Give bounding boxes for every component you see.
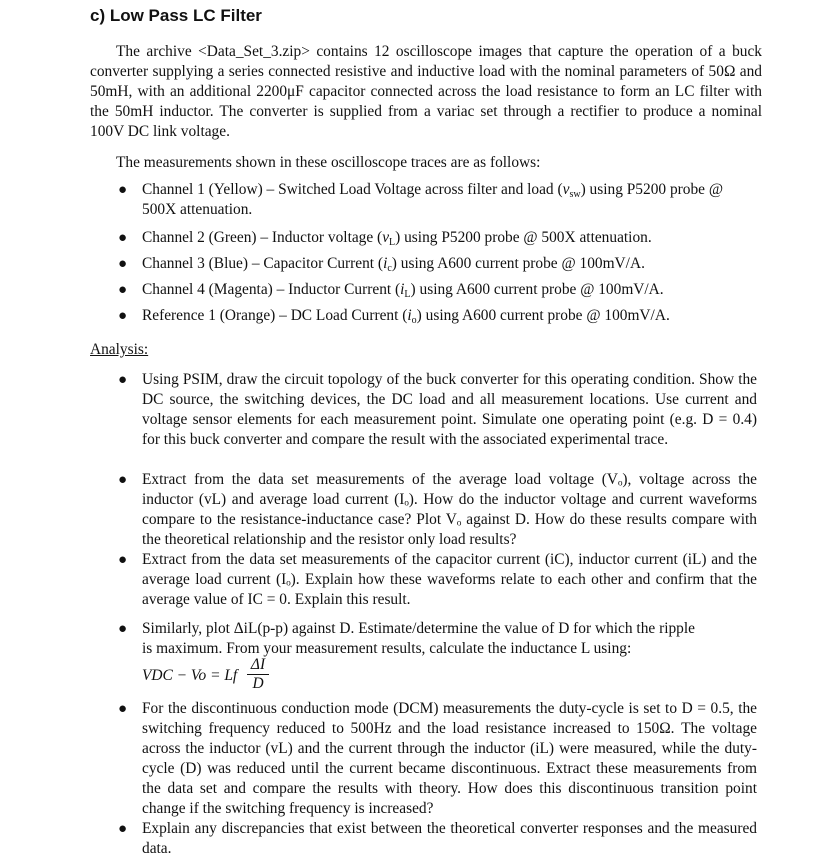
bullet-icon: ●	[118, 621, 128, 637]
bullet-icon: ●	[118, 552, 128, 568]
bullet-icon: ●	[118, 821, 128, 837]
document-page: c) Low Pass LC Filter The archive <Data_Set_3.zip> contains 12 oscilloscope images that capture the operation of a buck converter supplying a series connected resistive and inductive load with the nominal parameters of 50Ω and 50mH, with an additional 2200μF capacitor connected across the load resistance to form an LC filter with the 50mH inductor. The converter is supplied from a variac set through a rectifier to produce a nominal 100V DC link voltage. The measurements shown in these oscilloscope traces are as follows: ● Channel 1 (Yellow) – Switched Load Voltage across filter and load $(v_{sw})$ using P5200 probe @ 500X attenuation. ● Channel 2 (Green) – Inductor voltage $(v_L)$ using P5200 probe @ 500X attenuation. ● Channel 3 (Blue) – Capacitor Current $(i_c)$ using A600 current probe @ 100mV/A. ● Channel 4 (Magenta) – Inductor Current $(i_L)$ using A600 current probe @ 100mV/A. ● Reference 1 (Orange) – DC Load Current $(i_o)$ using A600 current probe @ 100mV/A. Analysis: ● Using PSIM, draw the circuit topology of the buck converter for this operating condition. Show the DC source, the switching devices, the DC load and all measurement locations. Use current and voltage sensor elements for each measurement point. Simulate one operating point (e.g. D = 0.4) for this buck converter and compare the result with the associated experimental trace. ● Extract from the data set measurements of the average load voltage (Vₒ), voltage across the inductor (vL) and average load current (Iₒ). How do the inductor voltage and current waveforms compare to the resistance-inductance case? Plot Vₒ against D. How do these results compare with the theoretical relationship and the resistor only load results? ● Extract from the data set measurements of the capacitor current (iC), inductor current (iL) and the average load current (Iₒ). Explain how these waveforms relate to each other and confirm that the average value of IC = 0. Explain this result. ● Similarly, plot ΔiL(p-p) against D. Estimate/determine the value of D for which the ripple is maximum. From your measurement results, calculate the inductance L using: VDC − Vo = Lf ΔI D ● For the discontinuous conduction mode (DCM) measurements the duty-cycle is set to D = 0.5, the switching frequency reduced to 500Hz and the load resistance increased to 150Ω. The voltage across the inductor (vL) and the current through the inductor (iL) were measured, while the duty-cycle (D) was reduced until the current became discontinuous. Extract these measurements from the data set and compare the results with theory. How does this discontinuous transition point change if the switching frequency is increased? ● Explain any discrepancies that exist between the theoretical converter responses and the measured data.	[90, 6, 762, 857]
analysis-heading: Analysis:	[90, 341, 149, 358]
formula-numerator: ΔI	[247, 656, 269, 675]
bullet-icon: ●	[118, 701, 128, 717]
bullet-icon: ●	[118, 282, 128, 298]
bullet-icon: ●	[118, 372, 128, 388]
bullet-icon: ●	[118, 256, 128, 272]
intro-paragraph: The archive <Data_Set_3.zip> contains 12 oscilloscope images that capture the operation of a buck converter supplying a series connected resistive and inductive load with the nominal parameters of 50Ω and 50mH, with an additional 2200μF capacitor connected across the load resistance to form an LC filter with the 50mH inductor. The converter is supplied from a variac set through a rectifier to produce a nominal 100V DC link voltage.	[90, 43, 762, 140]
formula-lhs: VDC − Vo = Lf	[142, 667, 238, 684]
measurements-intro: The measurements shown in these oscilloscope traces are as follows:	[116, 154, 541, 171]
section-heading: c) Low Pass LC Filter	[90, 6, 262, 25]
bullet-icon: ●	[118, 472, 128, 488]
inductance-formula	[142, 656, 342, 696]
formula-denominator: D	[252, 675, 264, 692]
bullet-icon: ●	[118, 308, 128, 324]
bullet-icon: ●	[118, 230, 128, 246]
bullet-icon: ●	[118, 182, 128, 198]
